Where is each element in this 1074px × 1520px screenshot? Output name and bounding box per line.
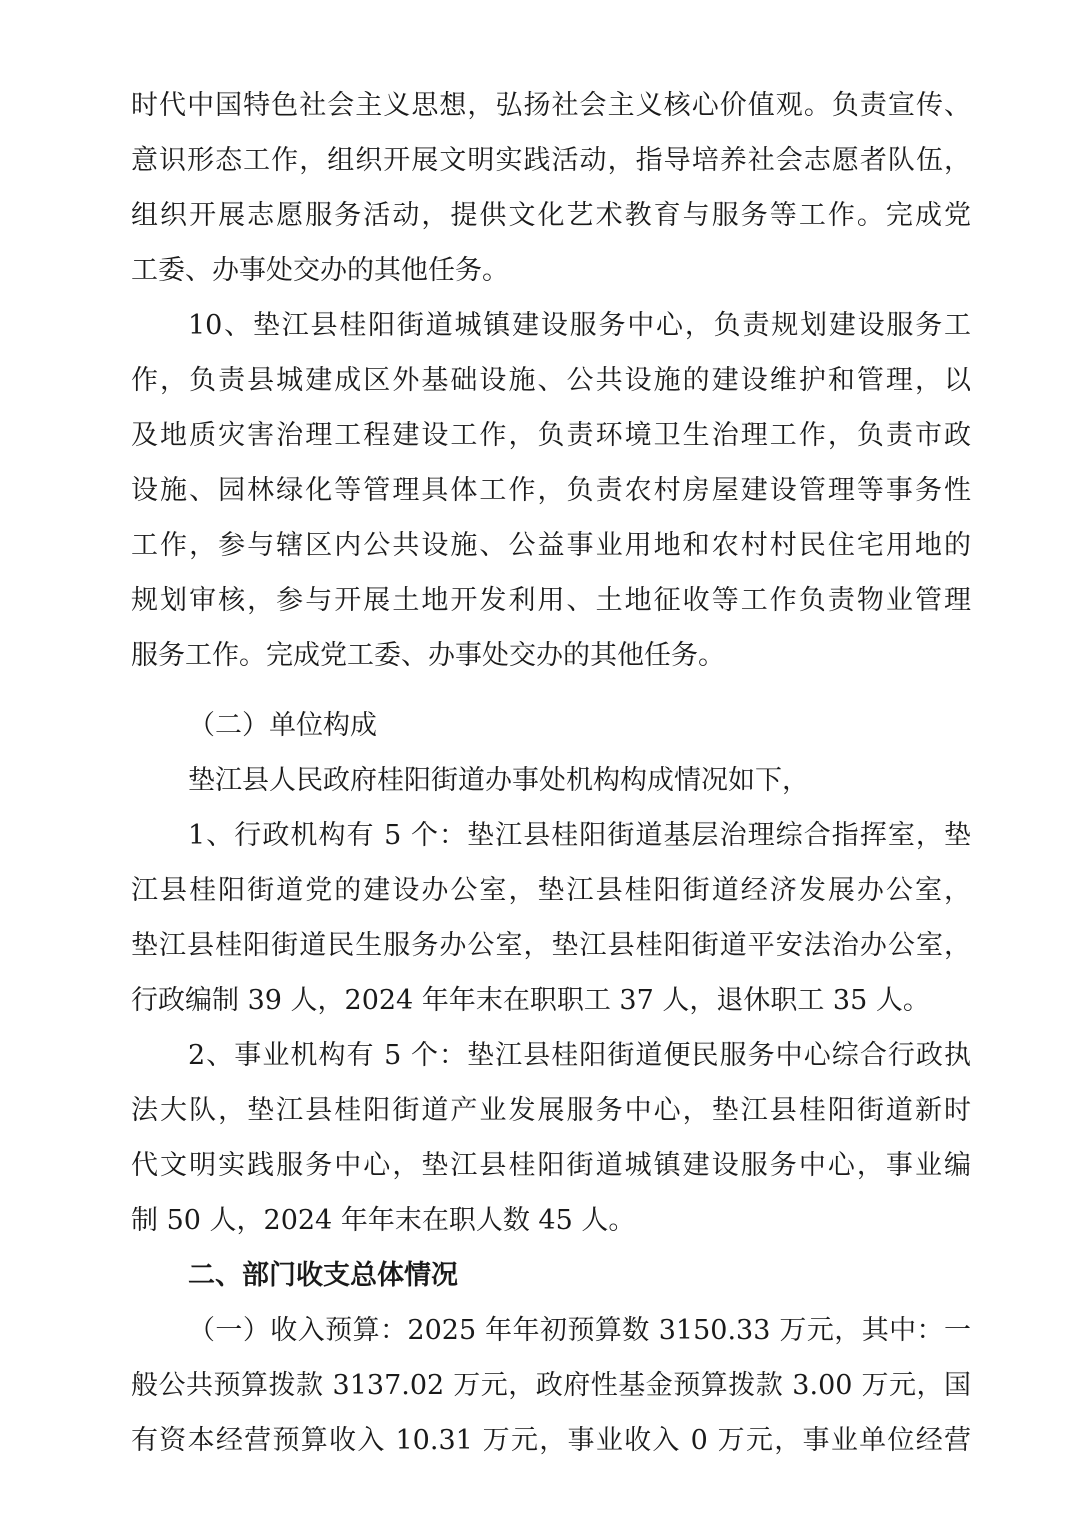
- body-text-line: 法大队，垫江县桂阳街道产业发展服务中心，垫江县桂阳街道新时: [131, 1095, 971, 1126]
- body-text-line: 设施、园林绿化等管理具体工作，负责农村房屋建设管理等事务性: [131, 475, 971, 506]
- body-text-line: 及地质灾害治理工程建设工作，负责环境卫生治理工作，负责市政: [131, 420, 971, 451]
- paragraph-first-line: （一）收入预算：2025 年年初预算数 3150.33 万元，其中：一: [188, 1315, 971, 1346]
- body-text-line: 制 50 人，2024 年年末在职人数 45 人。: [131, 1205, 636, 1236]
- body-text-line: 江县桂阳街道党的建设办公室，垫江县桂阳街道经济发展办公室，: [131, 875, 971, 906]
- body-text-line: 代文明实践服务中心，垫江县桂阳街道城镇建设服务中心，事业编: [131, 1150, 971, 1181]
- body-text-line: 垫江县桂阳街道民生服务办公室，垫江县桂阳街道平安法治办公室，: [131, 930, 971, 961]
- body-text-line: 工委、办事处交办的其他任务。: [131, 255, 509, 286]
- paragraph-first-line: 垫江县人民政府桂阳街道办事处机构构成情况如下，: [188, 765, 809, 796]
- body-text-line: 行政编制 39 人，2024 年年末在职职工 37 人，退休职工 35 人。: [131, 985, 930, 1016]
- body-text-line: 服务工作。完成党工委、办事处交办的其他任务。: [131, 640, 725, 671]
- body-text-line: 有资本经营预算收入 10.31 万元，事业收入 0 万元，事业单位经营: [131, 1425, 971, 1456]
- body-text-line: 工作，参与辖区内公共设施、公益事业用地和农村村民住宅用地的: [131, 530, 971, 561]
- body-text-line: 规划审核，参与开展土地开发利用、土地征收等工作负责物业管理: [131, 585, 971, 616]
- paragraph-first-line: 1、行政机构有 5 个：垫江县桂阳街道基层治理综合指挥室，垫: [188, 820, 971, 851]
- paragraph-first-line: 2、事业机构有 5 个：垫江县桂阳街道便民服务中心综合行政执: [188, 1040, 971, 1071]
- section-heading: 二、部门收支总体情况: [188, 1260, 458, 1291]
- body-text-line: 般公共预算拨款 3137.02 万元，政府性基金预算拨款 3.00 万元，国: [131, 1370, 971, 1401]
- body-text-line: 作，负责县城建成区外基础设施、公共设施的建设维护和管理，以: [131, 365, 971, 396]
- paragraph-first-line: 10、垫江县桂阳街道城镇建设服务中心，负责规划建设服务工: [188, 310, 971, 341]
- body-text-line: 组织开展志愿服务活动，提供文化艺术教育与服务等工作。完成党: [131, 200, 971, 231]
- subsection-heading: （二）单位构成: [188, 710, 377, 741]
- body-text-line: 时代中国特色社会主义思想，弘扬社会主义核心价值观。负责宣传、: [131, 90, 971, 121]
- body-text-line: 意识形态工作，组织开展文明实践活动，指导培养社会志愿者队伍，: [131, 145, 971, 176]
